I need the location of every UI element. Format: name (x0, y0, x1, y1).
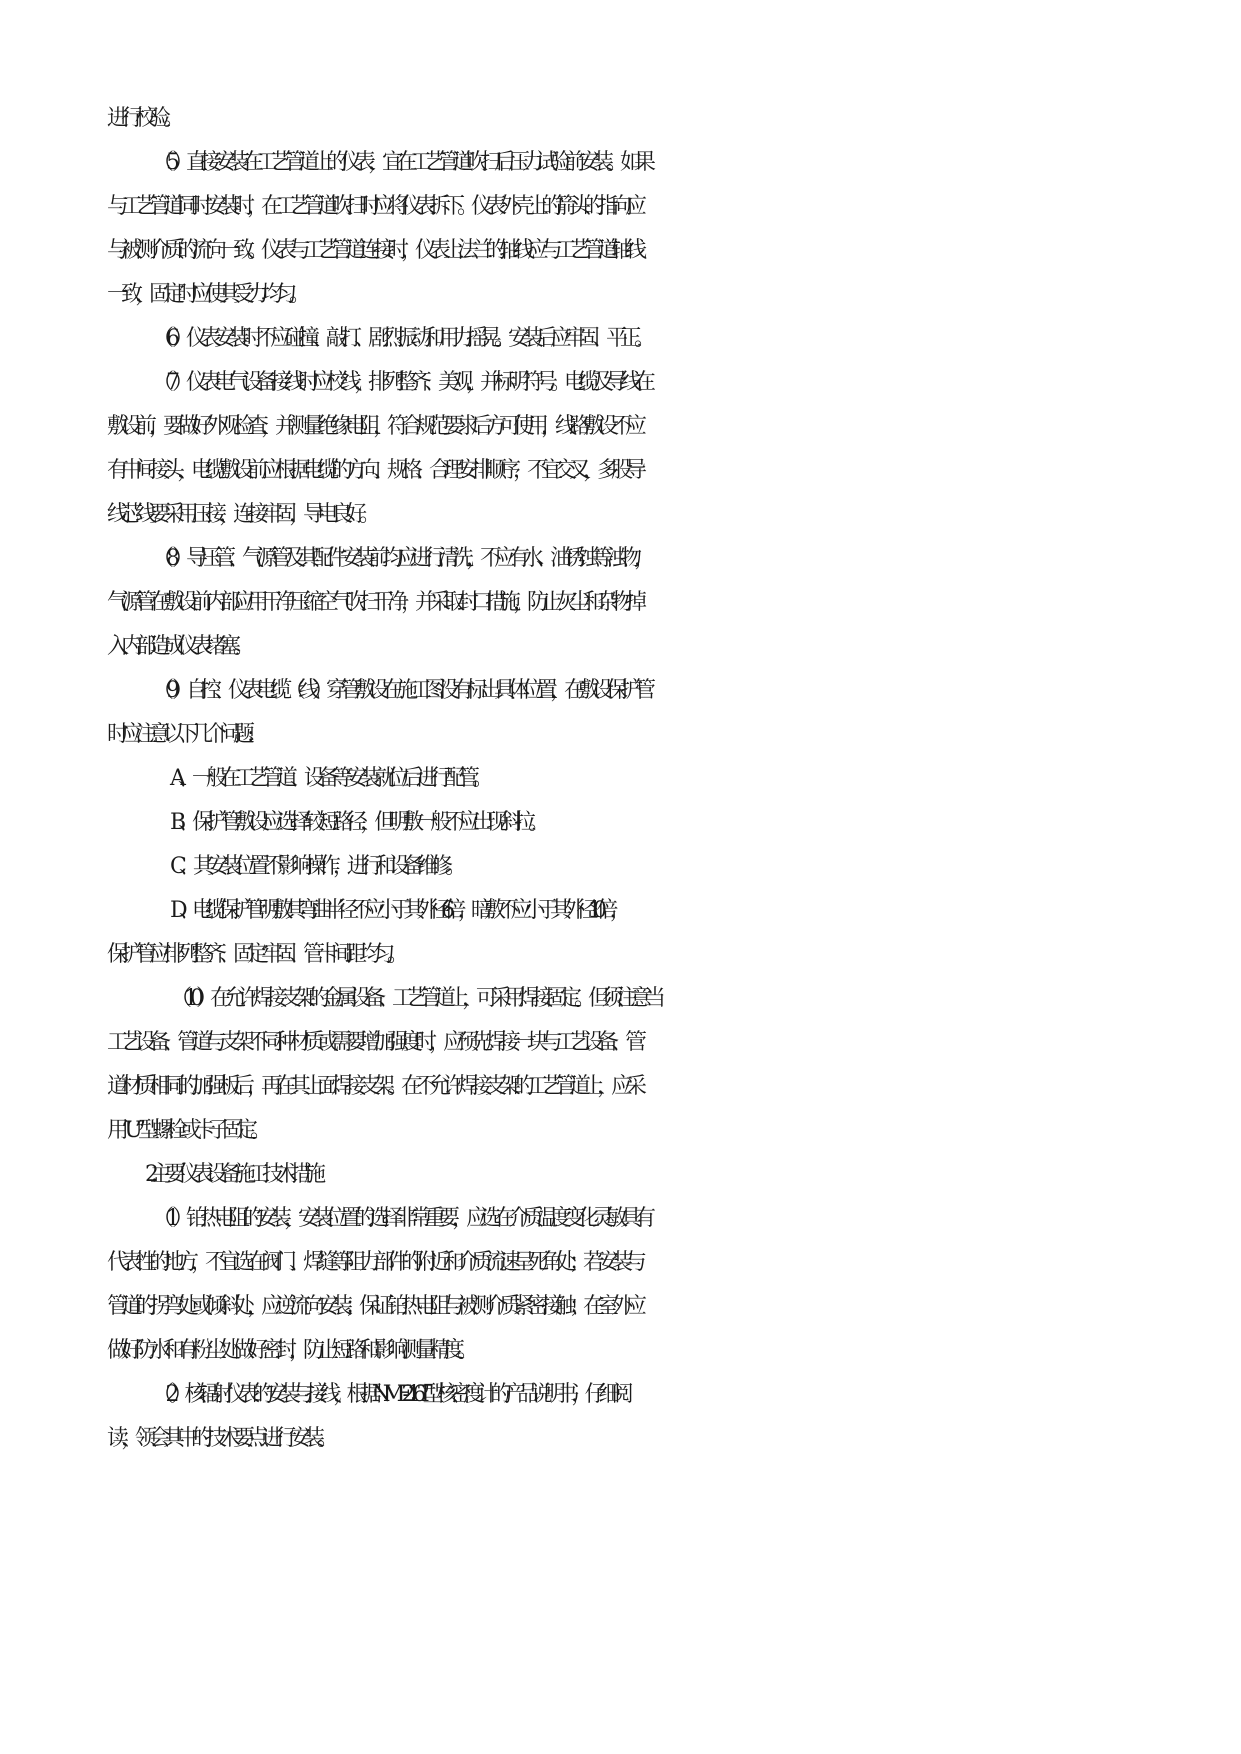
text-line: 气源管在敷设前内部应用干净压缩空气吹扫干净，并采取封口措施，防止灰尘和杂物掉 (107, 590, 640, 615)
text-line: （8）导压管、气源管及其配件安装前均应进行清洗，不应有水、油锈蚀等浊物， (152, 546, 648, 571)
text-line: 工艺设备、管道与支架不同种材质或需要增加强度时，应预先焊接一块与工艺设备、管 (107, 1030, 640, 1055)
text-line: 做好防水和有粉尘处做好密封，防止短路和影响测量精度。 (107, 1338, 472, 1363)
text-line: 管道的拐弯处或倾斜处，应逆流向安装；保证铂热电阻与被测介质紧密接触；在室外应 (107, 1294, 640, 1319)
text-line: （10）在允许焊接支架的金属设备、工艺管道上，可采用焊接固定。但须注意当 (170, 986, 658, 1011)
text-line: 与工艺管道同时安装时，在工艺管道吹扫时应将仪表拆下。仪表外壳上的箭头的指向应 (107, 194, 640, 219)
text-line: 敷设前，要做好外观检查，并测量绝缘电阻，符合规范要求后方可使用，线路敷设不应 (107, 414, 640, 439)
text-line: 时应注意以下几个问题: (107, 722, 247, 747)
text-line: （9）自控、仪表电缆（线）穿管敷设在施工图没有标出具体位置，在敷设保护管 (152, 678, 648, 703)
list-item: D、电缆保护管明敷其弯曲半径不应小于其外径 6 倍，暗敷不应小于其外径 10 倍， (170, 898, 623, 923)
text-line: （2）核辐射仪表的安装与接线，根据 NMF-216T 型核密度计的产品说明书，仔细阅 (152, 1382, 626, 1407)
text-line: 用“U”型螺栓或卡子固定。 (107, 1118, 265, 1143)
text-line: （7）仪表电气设备接线时应校线，排列整齐、美观，并标明符号。电缆及导线在 (152, 370, 648, 395)
text-line: 道材质相同的加强板后，再在其上面焊接支架。在不允许焊接支架的工艺管道上，应采 (107, 1074, 640, 1099)
text-line: 有中间接头，电缆敷设前应根据电缆的方向、规格、合理安排顺序，不宜交叉，多股导 (107, 458, 640, 483)
text-line: （1）铂热电阻的安装，安装位置的选择非常重要，应选在介质温度变化灵敏具有 (152, 1206, 648, 1231)
text-line: 入内部造成仪表堵塞。 (107, 634, 248, 659)
section-heading: 2.主要仪表设备施工技术措施 (145, 1162, 318, 1187)
text-line: 保护管应排列整齐、固定牢固、管卡间距均匀。 (107, 942, 402, 967)
text-line: 线芯线要采用压接，连接牢固，导电良好。 (107, 502, 374, 527)
text-line: 代表性的地方，不宜选在阀门、焊缝等阻力部件的附近和介质流速呈死角处；若安装与 (107, 1250, 640, 1275)
text-line: （5）直接安装在工艺管道上的仪表，宜在工艺管道吹扫后压力试验前安装。如果 (152, 150, 648, 175)
list-item: A、一般在工艺管道、设备等安装就位后进行配管。 (170, 766, 486, 791)
list-item: B、保护管敷设应选择较短路径，但明敷一般不应出现斜拉。 (170, 810, 543, 835)
list-item: C、其安装位置不影响操作，进行和设备维修。 (170, 854, 459, 879)
text-line: 与被测介质的流向一致。仪表与工艺管道连接时，仪表上法兰的轴线应与工艺管道轴线 (107, 238, 640, 263)
text-line: 读，领会其中的技术要点进行安装。 (107, 1426, 332, 1451)
text-line: 进行校验。 (107, 106, 178, 131)
text-line: 一致，固定时应使其受力均匀。 (107, 282, 304, 307)
text-line: （6）仪表安装时不应碰撞、敲打、剧烈振动和用力摇晃。安装后应牢固、平正。 (152, 326, 648, 351)
